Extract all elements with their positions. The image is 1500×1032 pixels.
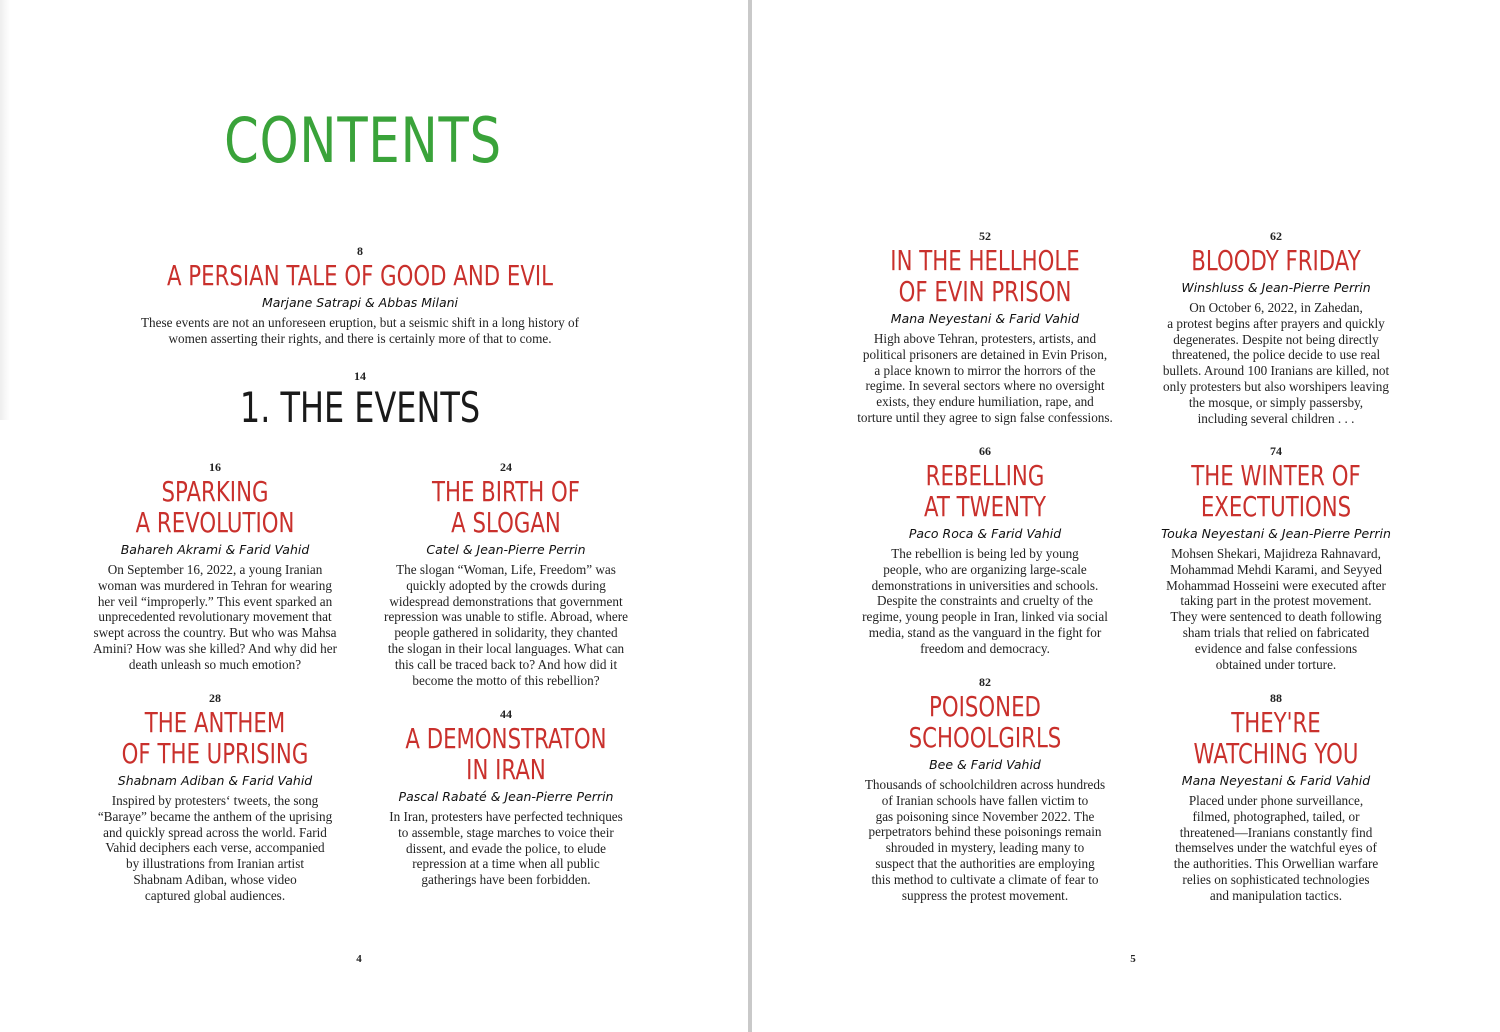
entry-description: The rebellion is being led by young people, who are organizing large-scale demonstrations in universities and schools. Despite the constraints and cruelty of the regime, young people in Iran, linked via social media, stand as the vanguard in the fight for freedom and democracy. xyxy=(862,546,1108,656)
toc-entry-anthem-of-uprising xyxy=(70,691,360,904)
toc-entry-theyre-watching-you xyxy=(1131,691,1421,904)
right-page xyxy=(752,0,1500,1032)
toc-entry-persian-tale xyxy=(60,244,660,347)
section-title: 1. THE EVENTS xyxy=(239,383,481,432)
entry-title: POISONED SCHOOLGIRLS xyxy=(908,690,1062,754)
toc-entry-poisoned-schoolgirls xyxy=(840,675,1130,903)
entry-title: A DEMONSTRATON IN IRAN xyxy=(405,722,607,786)
toc-entry-demonstration-in-iran xyxy=(361,707,651,888)
contents-heading: CONTENTS xyxy=(224,104,502,177)
toc-entry-evin-prison xyxy=(840,229,1130,426)
entry-description: On October 6, 2022, in Zahedan, a protest begins after prayers and quickly degenerates. Despite not being directly threatened, the police decide to use real bullets. Around 100 Iranians are killed, not only protesters but also worshipers leaving the mosque, or simply passersby, including several children . . . xyxy=(1162,300,1390,426)
page-shadow xyxy=(0,0,10,420)
entry-page-number: 74 xyxy=(1270,444,1282,458)
toc-section-the-events xyxy=(160,369,560,431)
toc-entry-winter-of-executions xyxy=(1131,444,1421,672)
entry-authors: Winshluss & Jean-Pierre Perrin xyxy=(1181,280,1371,295)
left-page xyxy=(0,0,748,1032)
entry-title: THE WINTER OF EXECTUTIONS xyxy=(1191,459,1361,523)
entry-description: Thousands of schoolchildren across hundreds of Iranian schools have fallen victim to gas poisoning since November 2022. The perpetrators behind these poisonings remain shrouded in mystery, leading many to suspect that the authorities are employing this method to cultivate a climate of fear to suppress the protest movement. xyxy=(864,777,1106,903)
entry-page-number: 44 xyxy=(500,707,512,721)
toc-entry-birth-of-slogan xyxy=(361,460,651,688)
entry-authors: Touka Neyestani & Jean-Pierre Perrin xyxy=(1161,526,1391,541)
entry-title: BLOODY FRIDAY xyxy=(1191,244,1361,277)
entry-authors: Shabnam Adiban & Farid Vahid xyxy=(117,773,313,788)
entry-authors: Mana Neyestani & Farid Vahid xyxy=(890,311,1080,326)
entry-page-number: 82 xyxy=(979,675,991,689)
entry-description: Mohsen Shekari, Majidreza Rahnavard, Mohammad Mehdi Karami, and Seyyed Mohammad Hosseini were executed after taking part in the protest movement. They were sentenced to death following sham trials that relied on fabricated evidence and false confessions obtained under torture. xyxy=(1166,546,1386,672)
entry-title: A PERSIAN TALE OF GOOD AND EVIL xyxy=(166,259,554,292)
entry-page-number: 88 xyxy=(1270,691,1282,705)
entry-authors: Mana Neyestani & Farid Vahid xyxy=(1181,773,1371,788)
entry-authors: Bahareh Akrami & Farid Vahid xyxy=(120,542,310,557)
entry-title: THE ANTHEM OF THE UPRISING xyxy=(121,706,309,770)
entry-page-number: 16 xyxy=(209,460,221,474)
entry-title: IN THE HELLHOLE OF EVIN PRISON xyxy=(890,244,1080,308)
toc-entry-bloody-friday xyxy=(1131,229,1421,426)
entry-authors: Bee & Farid Vahid xyxy=(929,757,1041,772)
entry-description: In Iran, protesters have perfected techniques to assemble, stage marches to voice their dissent, and evade the police, to elude repression at a time when all public gatherings have been forbidden. xyxy=(389,809,623,888)
entry-page-number: 52 xyxy=(979,229,991,243)
entry-authors: Catel & Jean-Pierre Perrin xyxy=(426,542,586,557)
entry-authors: Marjane Satrapi & Abbas Milani xyxy=(261,295,459,310)
entry-title: REBELLING AT TWENTY xyxy=(923,459,1047,523)
toc-entry-rebelling-at-twenty xyxy=(840,444,1130,657)
entry-title: THE BIRTH OF A SLOGAN xyxy=(431,475,581,539)
entry-description: Inspired by protesters‘ tweets, the song “Baraye” became the anthem of the uprising and quickly spread across the world. Farid Vahid deciphers each verse, accompanied by illustrations from Iranian artist Shabnam Adiban, whose video captured global audiences. xyxy=(97,793,333,903)
section-page-number: 14 xyxy=(354,369,366,383)
entry-title: SPARKING A REVOLUTION xyxy=(135,475,295,539)
entry-page-number: 28 xyxy=(209,691,221,705)
entry-authors: Paco Roca & Farid Vahid xyxy=(908,526,1062,541)
entry-description: The slogan “Woman, Life, Freedom” was quickly adopted by the crowds during widespread demonstrations that government repression was unable to stifle. Abroad, where people gathered in solidarity, they chanted the slogan in their local languages. What can this call be traced back to? And how did it become the motto of this rebellion? xyxy=(384,562,628,688)
entry-page-number: 8 xyxy=(357,244,363,258)
toc-entry-sparking-revolution xyxy=(70,460,360,673)
entry-authors: Pascal Rabaté & Jean-Pierre Perrin xyxy=(398,789,614,804)
page-number-right: 5 xyxy=(1130,953,1136,965)
entry-title: THEY'RE WATCHING YOU xyxy=(1193,706,1359,770)
entry-description: High above Tehran, protesters, artists, and political prisoners are detained in Evin Prison, a place known to mirror the horrors of the regime. In several sectors where no oversight exists, they endure humiliation, rape, and torture until they agree to sign false confessions. xyxy=(857,331,1113,425)
entry-description: Placed under phone surveillance, filmed, photographed, tailed, or threatened—Iranians constantly find themselves under the watchful eyes of the authorities. This Orwellian warfare relies on sophisticated technologies and manipulation tactics. xyxy=(1173,793,1379,903)
page-number-left: 4 xyxy=(356,953,362,965)
entry-page-number: 66 xyxy=(979,444,991,458)
entry-description: On September 16, 2022, a young Iranian woman was murdered in Tehran for wearing her veil “improperly.” This event sparked an unprecedented revolutionary movement that swept across the country. But who was Mahsa Amini? How was she killed? And why did her death unleash so much emotion? xyxy=(93,562,337,672)
entry-page-number: 62 xyxy=(1270,229,1282,243)
entry-page-number: 24 xyxy=(500,460,512,474)
entry-description: These events are not an unforeseen eruption, but a seismic shift in a long history of women asserting their rights, and there is certainly more of that to come. xyxy=(140,315,579,346)
